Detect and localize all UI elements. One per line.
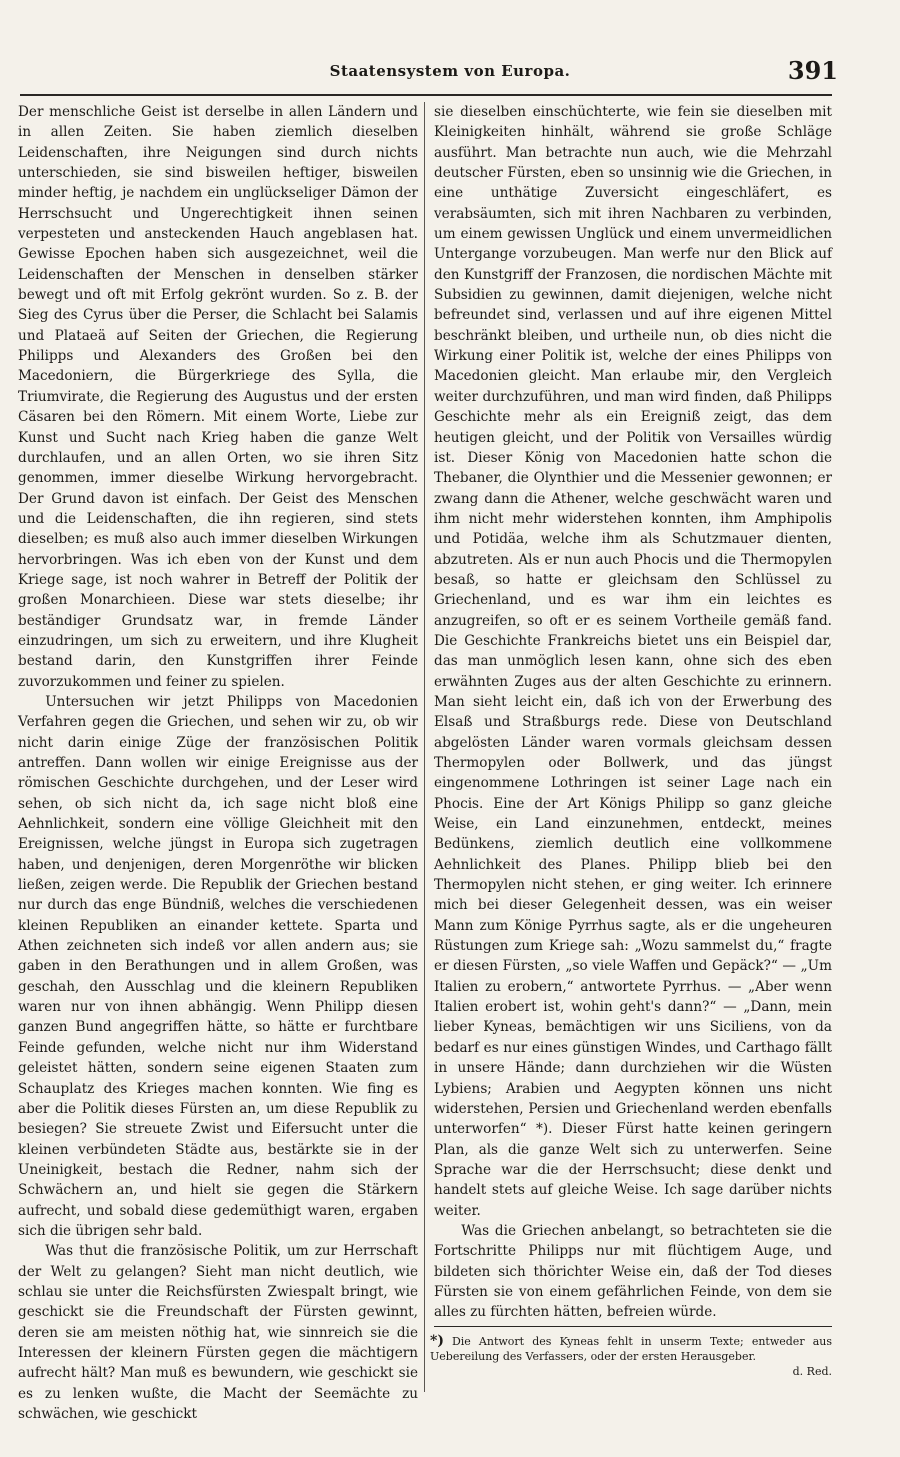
right-paragraph-2: Was die Griechen anbelangt, so betrachteten sie die Fortschritte Philipps nur mit flüchtigem Auge, und bildeten sich thörichter Weise ein, daß der Tod dieses Fürsten sie von einem gefährlichen Feinde, von dem sie alles zu fürchten hätten, befreien würde.	[434, 1222, 832, 1321]
left-paragraph-3: Was thut die französische Politik, um zur Herrschaft der Welt zu gelangen? Sieht man nicht deutlich, wie schlau sie unter die Reichsfürsten Zwiespalt bringt, wie geschickt sie die Freundschaft der Fürsten gewinnt, deren sie am meisten nöthig hat, wie sinnreich sie die Interessen der kleinern Fürsten gegen die mächtigern aufrecht hält? Man muß es bewundern, wie geschickt sie es zu lenken wußte, die Macht der Seemächte zu schwächen, wie geschickt	[18, 1243, 418, 1422]
footnote	[430, 1334, 832, 1379]
left-paragraph-2: Untersuchen wir jetzt Philipps von Macedonien Verfahren gegen die Griechen, und sehen wir zu, ob wir nicht darin einige Züge der französischen Politik antreffen. Dann wollen wir einige Ereignisse aus der römischen Geschichte durchgehen, und der Leser wird sehen, ob sich nicht da, ich sage nicht bloß eine Aehnlichkeit, sondern eine völlige Gleichheit mit den Ereignissen, welche jüngst in Europa sich zugetragen haben, und denjenigen, deren Morgenröthe wir blicken ließen, zeigen werde. Die Republik der Griechen bestand nur durch das enge Bündniß, welches die verschiedenen kleinen Republiken an einander kettete. Sparta und Athen zeichneten sich indeß vor allen andern aus; sie gaben in den Berathungen und in allem Großen, was geschah, den Ausschlag und die kleinern Republiken waren nur von ihnen abhängig. Wenn Philipp diesen ganzen Bund angegriffen hätte, so hätte er furchtbare Feinde gefunden, welche nicht nur ihm Widerstand geleistet hätten, sondern seine eigenen Staaten zum Schauplatz des Krieges machen konnten. Wie fing es aber die Politik dieses Fürsten an, um diese Republik zu besiegen? Sie streuete Zwist und Eifersucht unter die kleinen verbündeten Städte aus, bestärkte sie in der Uneinigkeit, bestach die Redner, nahm sich der Schwächern an, und hielt sie gegen die Stärkern aufrecht, und sobald diese gedemüthigt waren, ergaben sich die übrigen sehr bald.	[18, 693, 418, 1239]
left-paragraph-1: Der menschliche Geist ist derselbe in allen Ländern und in allen Zeiten. Sie haben ziemlich dieselben Leidenschaften, ihre Neigungen sind durch nichts unterschieden, sie sind bisweilen heftiger, bisweilen minder heftig, je nachdem ein unglückseliger Dämon der Herrschsucht und Ungerechtigkeit ihnen seinen verpesteten und ansteckenden Hauch angeblasen hat. Gewisse Epochen haben sich ausgezeichnet, weil die Leidenschaften der Menschen in denselben stärker bewegt und oft mit Erfolg gekrönt wurden. So z. B. der Sieg des Cyrus über die Perser, die Schlacht bei Salamis und Plataeä auf Seiten der Griechen, die Regierung Philipps und Alexanders des Großen bei den Macedoniern, die Bürgerkriege des Sylla, die Triumvirate, die Regierung des Augustus und der ersten Cäsaren bei den Römern. Mit einem Worte, Liebe zur Kunst und Sucht nach Krieg haben die ganze Welt durchlaufen, und an allen Orten, wo sie ihren Sitz genommen, immer dieselbe Wirkung hervorgebracht. Der Grund davon ist einfach. Der Geist des Menschen und die Leidenschaften, die ihn regieren, sind stets dieselben; es muß also auch immer dieselben Wirkungen hervorbringen. Was ich eben von der Kunst und dem Kriege sage, ist noch wahrer in Betreff der Politik der großen Monarchieen. Diese war stets dieselbe; ihr beständiger Grundsatz war, in fremde Länder einzudringen, um sich zu erweitern, und ihre Klugheit bestand darin, den Kunstgriffen ihrer Feinde zuvorzukommen und feiner zu spielen.	[18, 104, 418, 690]
footnote-marker: *)	[430, 1333, 444, 1349]
footnote-signature: d. Red.	[792, 1365, 832, 1378]
page-number: 391	[787, 56, 838, 85]
right-column	[434, 102, 832, 1323]
left-column	[18, 102, 418, 1424]
footnote-text: Die Antwort des Kyneas fehlt in unserm Texte; entweder aus Uebereilung des Verfassers, oder der ersten Herausgeber.	[430, 1335, 832, 1363]
running-title: Staatensystem von Europa.	[329, 62, 571, 80]
right-paragraph-1: sie dieselben einschüchterte, wie fein sie dieselben mit Kleinigkeiten hinhält, während sie große Schläge ausführt. Man betrachte nun auch, wie die Mehrzahl deutscher Fürsten, eben so unsinnig wie die Griechen, in eine unthätige Zuversicht eingeschläfert, es verabsäumten, sich mit ihren Nachbaren zu verbinden, um einem gewissen Unglück und einem unvermeidlichen Untergange vorzubeugen. Man werfe nur den Blick auf den Kunstgriff der Franzosen, die nordischen Mächte mit Subsidien zu gewinnen, damit diejenigen, welche nicht befreundet sind, verlassen und auf ihre eigenen Mittel beschränkt bleiben, und urtheile nun, ob dies nicht die Wirkung einer Politik ist, welche der eines Philipps von Macedonien gleicht. Man erlaube mir, den Vergleich weiter durchzuführen, und man wird finden, daß Philipps Geschichte mehr als ein Ereigniß zeigt, das dem heutigen gleicht, und der Politik von Versailles würdig ist. Dieser König von Macedonien hatte schon die Thebaner, die Olynthier und die Messenier gewonnen; er zwang dann die Athener, welche geschwächt waren und ihm nicht mehr widerstehen konnten, ihm Amphipolis und Potidäa, welche ihm als Schutzmauer dienten, abzutreten. Als er nun auch Phocis und die Thermopylen besaß, so hatte er gleichsam den Schlüssel zu Griechenland, und es war ihm ein leichtes es anzugreifen, so oft er es seinem Vortheile gemäß fand. Die Geschichte Frankreichs bietet uns ein Beispiel dar, das man unmöglich lesen kann, ohne sich des eben erwähnten Zuges aus der alten Geschichte zu erinnern. Man sieht leicht ein, daß ich von der Erwerbung des Elsaß und Straßburgs rede. Diese von Deutschland abgelösten Länder waren vormals gleichsam dessen Thermopylen oder Bollwerk, und das jüngst eingenommene Lothringen ist seiner Lage nach ein Phocis. Eine der Art Königs Philipp so ganz gleiche Weise, ein Land einzunehmen, entdeckt, meines Bedünkens, ziemlich deutlich eine vollkommene Aehnlichkeit des Planes. Philipp blieb bei den Thermopylen nicht stehen, er ging weiter. Ich erinnere mich bei dieser Gelegenheit dessen, was ein weiser Mann zum Könige Pyrrhus sagte, als er die ungeheuren Rüstungen zum Kriege sah: „Wozu sammelst du,“ fragte er diesen Fürsten, „so viele Waffen und Gepäck?“ — „Um Italien zu erobern,“ antwortete Pyrrhus. — „Aber wenn Italien erobert ist, wohin geht's dann?“ — „Dann, mein lieber Kyneas, bemächtigen wir uns Siciliens, von da bedarf es nur eines günstigen Windes, und Carthago fällt in unsere Hände; dann durchziehen wir die Wüsten Lybiens; Arabien und Aegypten können uns nicht widerstehen, Persien und Griechenland werden ebenfalls unterworfen“ *). Dieser Fürst hatte keinen geringern Plan, als die ganze Welt sich zu unterwerfen. Seine Sprache war die der Herrschsucht; diese denkt und handelt stets auf gleiche Weise. Ich sage darüber nichts weiter.	[434, 104, 832, 1219]
header-rule	[20, 94, 832, 96]
column-divider	[424, 102, 425, 1392]
footnote-rule	[434, 1326, 832, 1327]
page-header	[0, 56, 900, 96]
